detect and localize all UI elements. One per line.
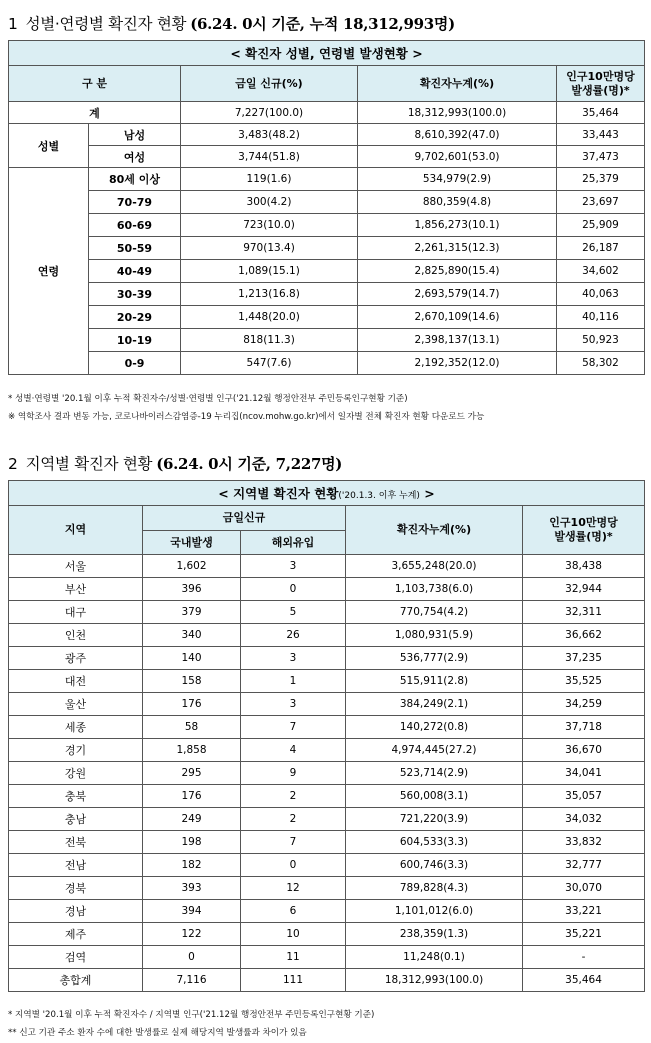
table-row <box>9 693 645 716</box>
row-label: 0-9 <box>89 352 181 375</box>
table-row <box>9 716 645 739</box>
row-label: 40-49 <box>89 260 181 283</box>
row-label: 60-69 <box>89 214 181 237</box>
total-rate: 35,464 <box>557 102 645 124</box>
section2-detail: (6.24. 0시 기준, 7,227명) <box>156 455 343 473</box>
row-overseas: 1 <box>241 670 346 693</box>
row-region: 전북 <box>9 831 143 854</box>
row-cum: 4,974,445(27.2) <box>346 739 523 762</box>
row-rate: 37,235 <box>523 647 645 670</box>
table-row <box>9 352 645 375</box>
table-row <box>9 283 645 306</box>
row-rate: 36,670 <box>523 739 645 762</box>
row-cum: 2,192,352(12.0) <box>358 352 557 375</box>
row-rate: 34,032 <box>523 808 645 831</box>
gender-group-label: 성별 <box>9 124 89 168</box>
row-domestic: 0 <box>143 946 241 969</box>
row-new: 300(4.2) <box>181 191 358 214</box>
row-new: 818(11.3) <box>181 329 358 352</box>
row-region: 부산 <box>9 578 143 601</box>
header-today: 금일신규 <box>143 506 346 531</box>
row-cum: 721,220(3.9) <box>346 808 523 831</box>
table-row <box>9 969 645 992</box>
row-new: 723(10.0) <box>181 214 358 237</box>
row-domestic: 1,602 <box>143 555 241 578</box>
row-region: 대전 <box>9 670 143 693</box>
row-cum: 2,261,315(12.3) <box>358 237 557 260</box>
row-cum: 536,777(2.9) <box>346 647 523 670</box>
row-region: 총합계 <box>9 969 143 992</box>
table-row <box>9 923 645 946</box>
table-row <box>9 831 645 854</box>
row-overseas: 5 <box>241 601 346 624</box>
row-new: 1,089(15.1) <box>181 260 358 283</box>
section2-heading: 지역별 확진자 현황 <box>25 455 153 473</box>
row-cum: 2,398,137(13.1) <box>358 329 557 352</box>
row-label: 80세 이상 <box>89 168 181 191</box>
total-label: 계 <box>9 102 181 124</box>
row-region: 제주 <box>9 923 143 946</box>
row-rate: 33,832 <box>523 831 645 854</box>
row-region: 검역 <box>9 946 143 969</box>
row-label: 남성 <box>89 124 181 146</box>
row-rate: 50,923 <box>557 329 645 352</box>
table2-caption-end: > <box>424 486 435 501</box>
row-rate: 35,525 <box>523 670 645 693</box>
row-region: 울산 <box>9 693 143 716</box>
row-domestic: 394 <box>143 900 241 923</box>
row-cum: 600,746(3.3) <box>346 854 523 877</box>
row-region: 충남 <box>9 808 143 831</box>
row-region: 경기 <box>9 739 143 762</box>
row-region: 경남 <box>9 900 143 923</box>
header-rate-line2: 발생률(명)* <box>554 530 613 543</box>
row-rate: 33,443 <box>557 124 645 146</box>
table-row <box>9 578 645 601</box>
row-cum: 534,979(2.9) <box>358 168 557 191</box>
row-rate: 25,909 <box>557 214 645 237</box>
header-overseas: 해외유입 <box>241 531 346 555</box>
total-row <box>9 102 645 124</box>
table1-caption: < 확진자 성별, 연령별 발생현황 > <box>9 41 645 66</box>
row-rate: 32,311 <box>523 601 645 624</box>
section1-title <box>8 12 455 34</box>
table-row <box>9 237 645 260</box>
section2-note-2: ** 신고 기관 주소 환자 수에 대한 발생률로 실제 해당지역 발생률과 차이가 있음 <box>8 1028 307 1038</box>
header-cum: 확진자누계(%) <box>358 66 557 102</box>
row-region: 충북 <box>9 785 143 808</box>
row-domestic: 393 <box>143 877 241 900</box>
row-new: 547(7.6) <box>181 352 358 375</box>
table-row <box>9 306 645 329</box>
row-overseas: 3 <box>241 693 346 716</box>
row-label: 30-39 <box>89 283 181 306</box>
row-domestic: 340 <box>143 624 241 647</box>
table-row <box>9 762 645 785</box>
row-cum: 1,103,738(6.0) <box>346 578 523 601</box>
row-rate: 38,438 <box>523 555 645 578</box>
header-domestic: 국내발생 <box>143 531 241 555</box>
row-rate: 33,221 <box>523 900 645 923</box>
row-domestic: 249 <box>143 808 241 831</box>
row-domestic: 396 <box>143 578 241 601</box>
row-cum: 1,080,931(5.9) <box>346 624 523 647</box>
row-rate: 58,302 <box>557 352 645 375</box>
table-row <box>9 946 645 969</box>
section1-heading: 성별·연령별 확진자 현황 <box>25 15 187 33</box>
row-region: 경북 <box>9 877 143 900</box>
row-rate: 37,473 <box>557 146 645 168</box>
row-label: 20-29 <box>89 306 181 329</box>
table-row <box>9 647 645 670</box>
table2-caption-sub: ('20.1.3. 이후 누계) <box>338 491 420 501</box>
row-region: 서울 <box>9 555 143 578</box>
row-cum: 384,249(2.1) <box>346 693 523 716</box>
row-domestic: 379 <box>143 601 241 624</box>
row-cum: 2,670,109(14.6) <box>358 306 557 329</box>
row-overseas: 0 <box>241 854 346 877</box>
row-overseas: 3 <box>241 555 346 578</box>
row-new: 3,483(48.2) <box>181 124 358 146</box>
header-rate-line2: 발생률(명)* <box>571 83 630 97</box>
row-cum: 789,828(4.3) <box>346 877 523 900</box>
row-overseas: 6 <box>241 900 346 923</box>
row-rate: 32,944 <box>523 578 645 601</box>
row-rate: 36,662 <box>523 624 645 647</box>
row-rate: 30,070 <box>523 877 645 900</box>
row-rate: 34,041 <box>523 762 645 785</box>
table2-caption <box>9 481 645 506</box>
row-cum: 18,312,993(100.0) <box>346 969 523 992</box>
row-domestic: 7,116 <box>143 969 241 992</box>
table-row <box>9 624 645 647</box>
row-rate: 35,464 <box>523 969 645 992</box>
row-region: 인천 <box>9 624 143 647</box>
row-rate: 40,116 <box>557 306 645 329</box>
row-cum: 1,856,273(10.1) <box>358 214 557 237</box>
row-label: 여성 <box>89 146 181 168</box>
section1-note-2: ※ 역학조사 결과 변동 가능, 코로나바이러스감염증-19 누리집(ncov.mohw.go.kr)에서 일자별 전체 확진자 현황 다운로드 가능 <box>8 412 485 422</box>
row-label: 10-19 <box>89 329 181 352</box>
row-new: 970(13.4) <box>181 237 358 260</box>
row-rate: 34,602 <box>557 260 645 283</box>
row-overseas: 4 <box>241 739 346 762</box>
header-region: 지역 <box>9 506 143 555</box>
section1-note-1: * 성별·연령별 '20.1월 이후 누적 확진자수/성별·연령별 인구('21.12월 행정안전부 주민등록인구현황 기준) <box>8 394 408 404</box>
header-cum: 확진자누계(%) <box>346 506 523 555</box>
section1-detail: (6.24. 0시 기준, 누적 18,312,993명) <box>190 15 455 33</box>
row-cum: 770,754(4.2) <box>346 601 523 624</box>
table-row <box>9 670 645 693</box>
table-row <box>9 191 645 214</box>
row-region: 세종 <box>9 716 143 739</box>
header-rate <box>557 66 645 102</box>
row-new: 119(1.6) <box>181 168 358 191</box>
row-rate: 34,259 <box>523 693 645 716</box>
row-domestic: 295 <box>143 762 241 785</box>
row-domestic: 140 <box>143 647 241 670</box>
row-domestic: 176 <box>143 785 241 808</box>
row-cum: 140,272(0.8) <box>346 716 523 739</box>
row-overseas: 2 <box>241 808 346 831</box>
row-cum: 8,610,392(47.0) <box>358 124 557 146</box>
row-region: 대구 <box>9 601 143 624</box>
row-cum: 11,248(0.1) <box>346 946 523 969</box>
row-rate: 25,379 <box>557 168 645 191</box>
row-overseas: 11 <box>241 946 346 969</box>
table-row <box>9 260 645 283</box>
row-region: 강원 <box>9 762 143 785</box>
gender-age-table <box>8 40 645 375</box>
row-cum: 880,359(4.8) <box>358 191 557 214</box>
table-row <box>9 555 645 578</box>
row-domestic: 1,858 <box>143 739 241 762</box>
row-overseas: 26 <box>241 624 346 647</box>
row-label: 50-59 <box>89 237 181 260</box>
row-new: 1,448(20.0) <box>181 306 358 329</box>
table-row <box>9 124 645 146</box>
table-row <box>9 877 645 900</box>
table2-caption-main: < 지역별 확진자 현황 <box>218 486 339 501</box>
section2-number: 2 <box>8 455 18 473</box>
row-rate: 23,697 <box>557 191 645 214</box>
table-row <box>9 900 645 923</box>
row-overseas: 111 <box>241 969 346 992</box>
row-overseas: 2 <box>241 785 346 808</box>
section2-title <box>8 452 342 474</box>
header-new: 금일 신규(%) <box>181 66 358 102</box>
row-cum: 560,008(3.1) <box>346 785 523 808</box>
row-domestic: 198 <box>143 831 241 854</box>
total-new: 7,227(100.0) <box>181 102 358 124</box>
table-row <box>9 808 645 831</box>
row-domestic: 158 <box>143 670 241 693</box>
total-cum: 18,312,993(100.0) <box>358 102 557 124</box>
header-rate-line1: 인구10만명당 <box>549 516 618 529</box>
row-new: 1,213(16.8) <box>181 283 358 306</box>
table-row <box>9 601 645 624</box>
row-overseas: 7 <box>241 831 346 854</box>
row-domestic: 58 <box>143 716 241 739</box>
row-rate: 35,221 <box>523 923 645 946</box>
row-cum: 515,911(2.8) <box>346 670 523 693</box>
header-rate <box>523 506 645 555</box>
row-label: 70-79 <box>89 191 181 214</box>
age-group-label: 연령 <box>9 168 89 375</box>
table-row <box>9 329 645 352</box>
row-cum: 523,714(2.9) <box>346 762 523 785</box>
row-overseas: 12 <box>241 877 346 900</box>
row-rate: 37,718 <box>523 716 645 739</box>
row-cum: 3,655,248(20.0) <box>346 555 523 578</box>
table-row <box>9 168 645 191</box>
row-rate: 26,187 <box>557 237 645 260</box>
row-rate: - <box>523 946 645 969</box>
section1-number: 1 <box>8 15 18 33</box>
row-rate: 40,063 <box>557 283 645 306</box>
row-cum: 2,693,579(14.7) <box>358 283 557 306</box>
header-rate-line1: 인구10만명당 <box>566 69 635 83</box>
region-table <box>8 480 645 992</box>
row-rate: 35,057 <box>523 785 645 808</box>
header-division: 구 분 <box>9 66 181 102</box>
row-overseas: 3 <box>241 647 346 670</box>
row-domestic: 176 <box>143 693 241 716</box>
table-row <box>9 214 645 237</box>
table-row <box>9 739 645 762</box>
row-overseas: 0 <box>241 578 346 601</box>
row-cum: 2,825,890(15.4) <box>358 260 557 283</box>
row-cum: 9,702,601(53.0) <box>358 146 557 168</box>
table-row <box>9 146 645 168</box>
row-new: 3,744(51.8) <box>181 146 358 168</box>
row-domestic: 122 <box>143 923 241 946</box>
row-overseas: 10 <box>241 923 346 946</box>
row-cum: 238,359(1.3) <box>346 923 523 946</box>
row-domestic: 182 <box>143 854 241 877</box>
section2-note-1: * 지역별 '20.1월 이후 누적 확진자수 / 지역별 인구('21.12월 행정안전부 주민등록인구현황 기준) <box>8 1010 375 1020</box>
table-row <box>9 785 645 808</box>
row-overseas: 7 <box>241 716 346 739</box>
table-row <box>9 854 645 877</box>
row-cum: 604,533(3.3) <box>346 831 523 854</box>
row-overseas: 9 <box>241 762 346 785</box>
row-region: 전남 <box>9 854 143 877</box>
row-rate: 32,777 <box>523 854 645 877</box>
row-region: 광주 <box>9 647 143 670</box>
row-cum: 1,101,012(6.0) <box>346 900 523 923</box>
region-rows <box>9 555 645 992</box>
